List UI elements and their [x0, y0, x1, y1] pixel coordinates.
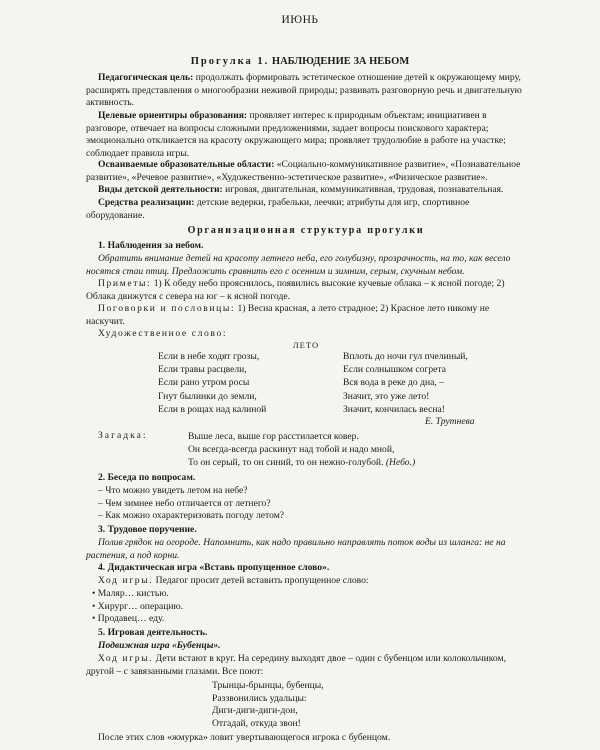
means-label: Средства реализации:	[98, 197, 195, 208]
section-5-title: 5. Игровая деятельность.	[98, 627, 208, 638]
section-5-text: Дети встают в круг. На середину выходят двое – один с бубенцом или колокольчиком, другой – с завязанными глазами. Все поют:	[86, 653, 506, 677]
proverbs-text: 1) Весна красная, а лето страдное; 2) Красное лето никому не наскучит.	[86, 303, 490, 327]
section-1-title: 1. Наблюдения за небом.	[98, 240, 204, 251]
art-word-label: Художественное слово:	[98, 328, 228, 339]
section-4-text: Педагог просит детей вставить пропущенное слово:	[155, 575, 369, 586]
pedagogical-goal	[86, 72, 526, 110]
section-5-subtitle: Подвижная игра «Бубенцы».	[98, 640, 221, 651]
poem-left-column	[158, 350, 266, 416]
section-3-title: 3. Трудовое поручение.	[98, 524, 197, 535]
poem-line: Гнут былинки до земли,	[158, 390, 257, 402]
question-list	[86, 485, 526, 523]
question-item: – Что можно увидеть летом на небе?	[98, 485, 248, 496]
question-item: – Как можно охарактеризовать погоду летом?	[98, 510, 285, 522]
word-item: • Хирург… операцию.	[92, 600, 184, 612]
proverbs-label: Поговорки и пословицы:	[98, 303, 236, 314]
riddle-line: Он всегда-всегда раскинут над тобой и надо мной,	[188, 444, 395, 456]
word-items	[92, 588, 532, 626]
question-item: – Чем зимнее небо отличается от летнего?	[98, 497, 271, 509]
section-4-game	[86, 575, 526, 588]
riddle	[188, 430, 415, 470]
song-line: Отгадай, откуда звон!	[212, 717, 301, 729]
poem-line: Если в небе ходят грозы,	[158, 351, 260, 362]
means-text: детские ведерки, грабельки, леечки; атрибуты для игр, спортивное оборудование.	[86, 197, 470, 221]
closing-text: После этих слов «жмурка» ловит увертывающегося игрока с бубенцом.	[98, 732, 391, 743]
song	[212, 680, 324, 730]
poem-line: Вплоть до ночи гул пчелиный,	[343, 351, 468, 362]
signs-text: 1) К обеду небо прояснилось, появились высокие кучевые облака – к ясной погоде; 2) Облака движутся с севера на юг – к ясной погоде.	[86, 278, 505, 302]
goal-text: продолжать формировать эстетическое отношение детей к окружающему миру, расширять представления о многообразии неживой природы; развивать разговорную речь и двигательную активность.	[86, 72, 522, 109]
poem-author: Е. Трутнева	[425, 416, 475, 427]
song-line: Раззвонились удальцы:	[212, 692, 307, 704]
walk-title-text: НАБЛЮДЕНИЕ ЗА НЕБОМ	[271, 56, 410, 67]
walk-title	[0, 56, 600, 67]
activities-text: игровая, двигательная, коммуникативная, трудовая, познавательная.	[225, 184, 504, 195]
poem-line: Значит, кончилась весна!	[343, 403, 445, 415]
poem-line: Если солнышком согрета	[343, 364, 446, 376]
educational-areas	[86, 159, 526, 184]
song-line: Диги-диги-диги-дон,	[212, 705, 298, 717]
structure-title: Организационная структура прогулки	[187, 225, 425, 236]
game-progress-label: Ход игры.	[98, 653, 154, 664]
word-item: • Маляр… кистью.	[92, 588, 169, 599]
section-4-title: 4. Дидактическая игра «Вставь пропущенное слово».	[98, 562, 330, 573]
poem-line: Значит, это уже лето!	[343, 390, 430, 402]
word-item: • Продавец… еду.	[92, 613, 165, 625]
weather-signs	[86, 278, 526, 303]
poem-title: ЛЕТО	[292, 340, 320, 350]
game-progress-label: Ход игры.	[98, 575, 154, 586]
poem-line: Если в рощах над калиной	[158, 403, 267, 415]
riddle-line: Выше леса, выше гор расстилается ковер.	[188, 431, 359, 442]
poem-line: Если травы расцвели,	[158, 364, 247, 376]
poem-line: Вся вода в реке до дна, –	[343, 377, 444, 389]
section-5-game	[86, 653, 526, 678]
goal-label: Педагогическая цель:	[98, 72, 194, 83]
proverbs	[86, 303, 526, 328]
activity-types	[86, 184, 526, 197]
activities-label: Виды детской деятельности:	[98, 184, 223, 195]
riddle-answer: (Небо.)	[385, 457, 416, 469]
areas-text: «Социально-коммуникативное развитие», «Познавательное развитие», «Речевое развитие», «Художественно-эстетическое развитие», «Физическое развитие».	[86, 159, 521, 183]
song-line: Трынцы-брынцы, бубенцы,	[212, 680, 324, 691]
target-benchmarks	[86, 110, 526, 160]
areas-label: Осваиваемые образовательные области:	[98, 159, 275, 170]
signs-label: Приметы:	[98, 278, 152, 289]
walk-title-number: Прогулка 1.	[190, 56, 270, 67]
targets-text: проявляет интерес к природным объектам; инициативен в разговоре, отвечает на вопросы сложными предложениями, задает вопросы поискового характера; эмоционально откликается на красоту окружающего мира; проявляет трудолюбие в работе на участке; соблюдает правила игры.	[86, 110, 506, 159]
targets-label: Целевые ориентиры образования:	[98, 110, 248, 121]
implementation-means	[86, 197, 526, 222]
month-header: ИЮНЬ	[281, 14, 319, 26]
riddle-line: То он серый, то он синий, то он нежно-голубой. (Небо.)	[188, 457, 416, 469]
section-2-title: 2. Беседа по вопросам.	[98, 472, 196, 483]
section-1-instruction: Обратить внимание детей на красоту летнего неба, его голубизну, прозрачность, на то, как весело носятся стаи птиц. Предложить сравнить его с осенним и зимним, серым, скучным небом.	[86, 253, 511, 277]
poem-right-column	[343, 350, 468, 416]
poem-line: Если рано утром росы	[158, 377, 250, 389]
section-3-instruction: Полив грядок на огороде. Напомнить, как надо правильно направлять поток воды из шланга: не на растения, а под корни.	[86, 537, 506, 561]
riddle-label: Загадка:	[98, 430, 148, 441]
